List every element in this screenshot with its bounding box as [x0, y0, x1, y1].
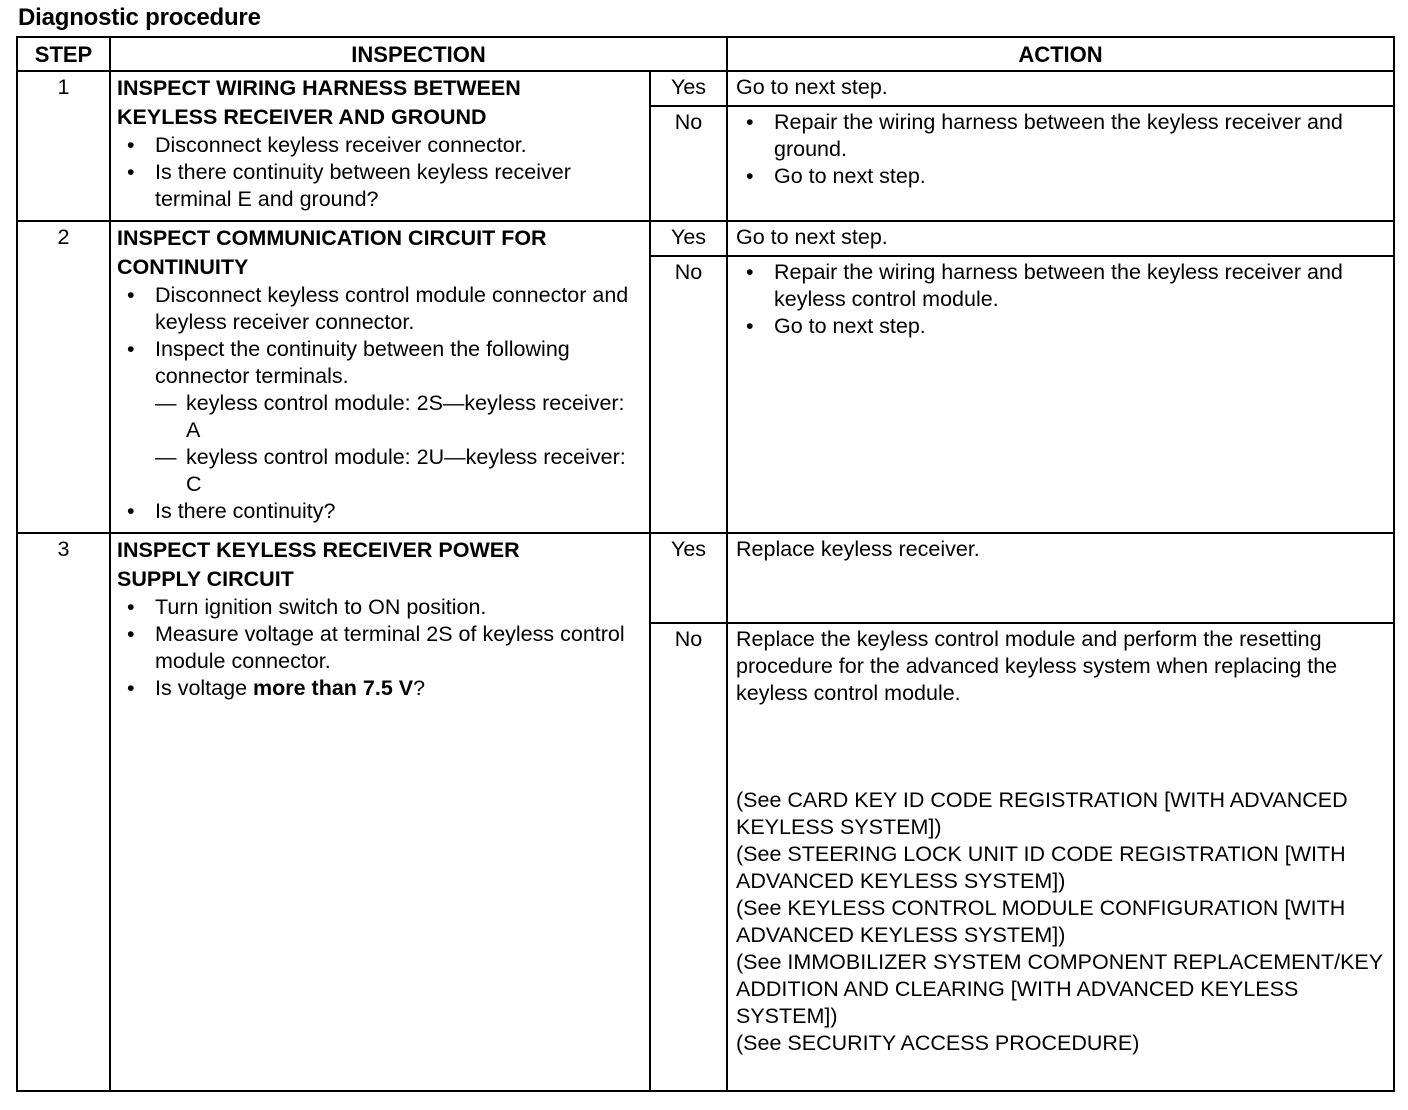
step-1-title-line: KEYLESS RECEIVER AND GROUND — [117, 105, 487, 129]
no-label: No — [650, 106, 727, 221]
step-3-yes-row — [17, 533, 1394, 623]
sub-item: — keyless control module: 2U—keyless receiver: C — [155, 444, 643, 498]
inspection-header: INSPECTION — [110, 37, 727, 71]
step-1-title-line: INSPECT WIRING HARNESS BETWEEN — [117, 76, 521, 100]
bullet-item — [117, 336, 643, 498]
reference-link[interactable]: (See KEYLESS CONTROL MODULE CONFIGURATION [WITH ADVANCED KEYLESS SYSTEM]) — [736, 896, 1346, 947]
yes-label: Yes — [650, 533, 727, 623]
step-3-bullet-list — [117, 594, 643, 702]
no-action — [727, 106, 1394, 221]
bullet-item: • Repair the wiring harness between the keyless receiver and keyless control module. — [736, 259, 1385, 313]
no-action — [727, 256, 1394, 533]
no-label: No — [650, 256, 727, 533]
bullet-item: • Go to next step. — [736, 163, 1385, 190]
step-2-yes-row — [17, 221, 1394, 256]
no-label: No — [650, 623, 727, 1091]
step-1-bullet-list — [117, 132, 643, 213]
bullet-item: • Is there continuity between keyless receiver terminal E and ground? — [117, 159, 643, 213]
reference-list — [736, 787, 1385, 1057]
step-1-inspection — [110, 71, 650, 221]
voltage-question-prefix: Is voltage — [155, 676, 253, 700]
step-2-bullet-list — [117, 282, 643, 525]
bullet-item: • Disconnect keyless control module connector and keyless receiver connector. — [117, 282, 643, 336]
step-2-title-line: CONTINUITY — [117, 255, 249, 279]
sub-item-list — [155, 390, 643, 498]
bullet-item: • Disconnect keyless receiver connector. — [117, 132, 643, 159]
no-action — [727, 623, 1394, 1091]
bullet-item: • Repair the wiring harness between the keyless receiver and ground. — [736, 109, 1385, 163]
step-1-yes-row — [17, 71, 1394, 106]
step-header: STEP — [17, 37, 110, 71]
voltage-question-suffix: ? — [413, 676, 426, 700]
diagnostic-procedure-table — [16, 36, 1395, 1092]
yes-action: Go to next step. — [727, 71, 1394, 106]
action-header: ACTION — [727, 37, 1394, 71]
bullet-item — [117, 675, 643, 702]
step-1-title — [117, 74, 643, 132]
yes-label: Yes — [650, 71, 727, 106]
reference-link[interactable]: (See STEERING LOCK UNIT ID CODE REGISTRATION [WITH ADVANCED KEYLESS SYSTEM]) — [736, 842, 1346, 893]
header-row — [17, 37, 1394, 71]
reference-link[interactable]: (See IMMOBILIZER SYSTEM COMPONENT REPLACEMENT/KEY ADDITION AND CLEARING [WITH ADVANCED KEYLESS SYSTEM]) — [736, 950, 1383, 1028]
voltage-threshold: more than 7.5 V — [253, 676, 414, 700]
step-3-title — [117, 536, 643, 594]
bullet-item: • Measure voltage at terminal 2S of keyless control module connector. — [117, 621, 643, 675]
step-number: 1 — [17, 71, 110, 221]
bullet-item: • Go to next step. — [736, 313, 1385, 340]
no-action-text: Replace the keyless control module and perform the resetting procedure for the advanced keyless system when replacing the keyless control module. — [736, 627, 1338, 705]
step-2-inspection — [110, 221, 650, 533]
step-3-inspection — [110, 533, 650, 1091]
yes-action: Replace keyless receiver. — [727, 533, 1394, 623]
no-action-list — [736, 109, 1385, 190]
yes-label: Yes — [650, 221, 727, 256]
reference-link[interactable]: (See CARD KEY ID CODE REGISTRATION [WITH ADVANCED KEYLESS SYSTEM]) — [736, 788, 1348, 839]
step-number: 2 — [17, 221, 110, 533]
yes-action: Go to next step. — [727, 221, 1394, 256]
step-number: 3 — [17, 533, 110, 1091]
bullet-item: • Is there continuity? — [117, 498, 643, 525]
step-2-title-line: INSPECT COMMUNICATION CIRCUIT FOR — [117, 226, 547, 250]
sub-item: — keyless control module: 2S—keyless receiver: A — [155, 390, 643, 444]
reference-link[interactable]: (See SECURITY ACCESS PROCEDURE) — [736, 1031, 1140, 1055]
bullet-item: • Turn ignition switch to ON position. — [117, 594, 643, 621]
no-action-list — [736, 259, 1385, 340]
step-3-title-line: SUPPLY CIRCUIT — [117, 567, 294, 591]
page-title: Diagnostic procedure — [18, 4, 261, 31]
step-3-title-line: INSPECT KEYLESS RECEIVER POWER — [117, 538, 520, 562]
step-2-title — [117, 224, 643, 282]
bullet-text: Inspect the continuity between the following connector terminals. — [155, 337, 570, 388]
